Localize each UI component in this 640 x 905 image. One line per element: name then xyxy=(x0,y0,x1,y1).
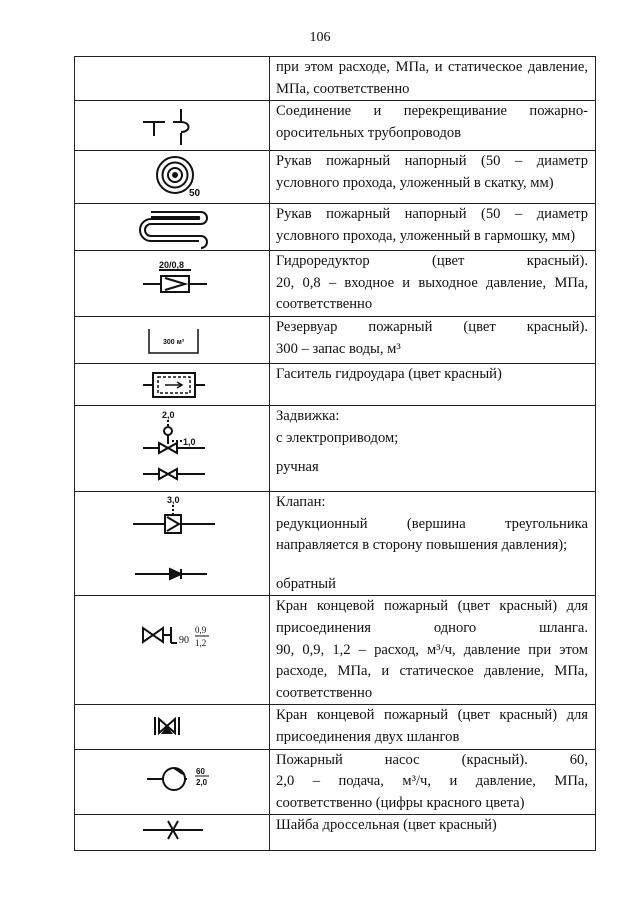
description-cell xyxy=(270,57,596,101)
pipe-junction-crossing-symbol xyxy=(75,101,269,151)
description-line: при этом расходе, МПа, и статическое давление, xyxy=(276,59,588,75)
description-line: 300 – запас воды, м³ xyxy=(276,340,401,357)
description-line: с электроприводом; xyxy=(276,429,399,446)
description-line: редукционный (вершина треугольника xyxy=(276,515,588,532)
description-line: Задвижка: xyxy=(276,407,340,424)
description-line: Рукав пожарный напорный (50 – диаметр xyxy=(276,206,588,223)
spacer xyxy=(276,557,588,574)
description-line: условного прохода, уложенный в гармошку, мм) xyxy=(276,227,576,244)
description-line: Гидроредуктор (цвет красный). xyxy=(276,253,588,270)
fire-hydrant-valve-single-symbol xyxy=(75,596,269,696)
description-line: 90, 0,9, 1,2 – расход, м³/ч, давление при этом xyxy=(276,641,588,658)
table-row xyxy=(75,204,596,251)
reservoir-volume-label: 300 м³ xyxy=(163,338,185,346)
table-row xyxy=(75,316,596,363)
description-line: 20, 0,8 – входное и выходное давление, МПа, xyxy=(276,274,588,291)
hose-coiled-symbol xyxy=(75,151,269,204)
description-line: 2,0 – подача, м³/ч, и давление, МПа, xyxy=(276,773,588,790)
motor-side-label: 1,0 xyxy=(183,436,196,447)
table-row xyxy=(75,151,596,204)
reducing-valve-label: 3,0 xyxy=(167,494,180,505)
symbol-cell xyxy=(75,204,270,251)
symbol-cell xyxy=(75,749,270,815)
symbol-cell xyxy=(75,151,270,204)
symbol-cell xyxy=(75,596,270,705)
hose-diameter-label: 50 xyxy=(189,188,201,200)
reservoir-symbol xyxy=(75,317,269,364)
description-line: соответственно (цифры красного цвета) xyxy=(276,794,525,811)
symbol-cell xyxy=(75,405,270,491)
fire-hydrant-valve-double-symbol xyxy=(75,705,269,748)
description-line: оросительных трубопроводов xyxy=(276,124,462,141)
description-line: Пожарный насос (красный). 60, xyxy=(276,751,588,768)
description-line: ручная xyxy=(276,459,319,476)
reducer-pressure-label: 20/0,8 xyxy=(159,260,185,271)
pressure-reducer-symbol xyxy=(75,251,269,311)
description-cell xyxy=(270,251,596,317)
description-cell xyxy=(270,705,596,749)
description-cell xyxy=(270,204,596,251)
table-row xyxy=(75,815,596,851)
symbols-table xyxy=(74,56,596,851)
page-number: 106 xyxy=(309,30,331,45)
symbol-cell xyxy=(75,705,270,749)
description-line: условного прохода, уложенный в скатку, мм) xyxy=(276,174,554,191)
description-cell xyxy=(270,151,596,204)
pressure-label: 0,9 xyxy=(195,625,207,636)
flow-rate-label: 90 xyxy=(179,635,189,647)
table-row xyxy=(75,251,596,317)
description-cell xyxy=(270,363,596,405)
symbol-cell xyxy=(75,491,270,595)
symbol-cell xyxy=(75,101,270,151)
table-row xyxy=(75,491,596,595)
description-line: обратный xyxy=(276,575,336,592)
fire-pump-symbol xyxy=(75,750,269,810)
description-line: присоединения одного шланга. xyxy=(276,619,588,636)
table-row xyxy=(75,101,596,151)
description-line: Шайба дроссельная (цвет красный) xyxy=(276,817,497,834)
description-line: Резервуар пожарный (цвет красный). xyxy=(276,318,588,335)
valve-symbols xyxy=(75,492,269,594)
hose-accordion-symbol xyxy=(75,204,269,251)
throttle-washer-symbol xyxy=(75,815,269,851)
description-line: Соединение и перекрещивание пожарно- xyxy=(276,103,588,120)
description-cell xyxy=(270,405,596,491)
symbol-cell xyxy=(75,57,270,101)
symbol-cell xyxy=(75,316,270,363)
description-cell xyxy=(270,749,596,815)
description-line: Кран концевой пожарный (цвет красный) для xyxy=(276,707,588,724)
table-row xyxy=(75,749,596,815)
pump-pressure-label: 2,0 xyxy=(196,777,208,787)
description-line: Клапан: xyxy=(276,493,326,510)
water-hammer-damper-symbol xyxy=(75,364,269,406)
symbol-cell xyxy=(75,251,270,317)
description-cell xyxy=(270,815,596,851)
description-cell xyxy=(270,316,596,363)
table-row xyxy=(75,596,596,705)
table-row xyxy=(75,705,596,749)
description-line: Кран концевой пожарный (цвет красный) для xyxy=(276,598,588,615)
motor-pressure-label: 2,0 xyxy=(162,409,175,420)
pump-flow-label: 60 xyxy=(196,766,205,776)
description-line: МПа, соответственно xyxy=(276,80,410,97)
symbol-cell xyxy=(75,815,270,851)
static-pressure-label: 1,2 xyxy=(195,638,207,649)
table-row xyxy=(75,405,596,491)
description-cell xyxy=(270,101,596,151)
description-cell xyxy=(270,491,596,595)
table-row xyxy=(75,57,596,101)
description-line: расходе, МПа, и статическое давление, МПа, xyxy=(276,663,588,680)
description-line: соответственно xyxy=(276,684,373,701)
description-line: Гаситель гидроудара (цвет красный) xyxy=(276,365,502,382)
spacer xyxy=(276,449,588,457)
description-line: Рукав пожарный напорный (50 – диаметр xyxy=(276,153,588,170)
symbol-cell xyxy=(75,363,270,405)
description-line: соответственно xyxy=(276,296,373,313)
description-line: направляется в сторону повышения давления); xyxy=(276,537,568,554)
gate-valve-symbols xyxy=(75,406,269,492)
description-cell xyxy=(270,596,596,705)
table-row xyxy=(75,363,596,405)
description-line: присоединения двух шлангов xyxy=(276,728,460,745)
